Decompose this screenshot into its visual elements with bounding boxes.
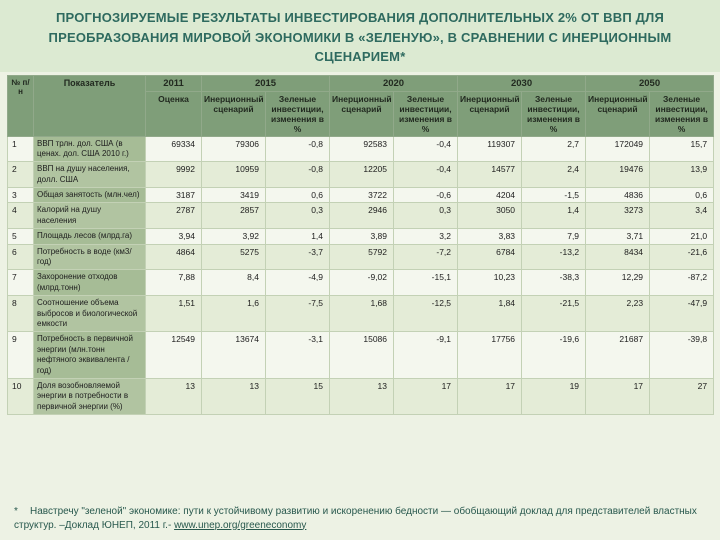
cell-value: 12549 bbox=[146, 332, 202, 379]
cell-value: 3419 bbox=[202, 188, 266, 203]
cell-value: -21,5 bbox=[522, 296, 586, 332]
cell-value: -0,4 bbox=[394, 136, 458, 162]
cell-value: 6784 bbox=[458, 244, 522, 270]
cell-value: 17 bbox=[458, 378, 522, 414]
cell-value: 13 bbox=[330, 378, 394, 414]
cell-value: -9,1 bbox=[394, 332, 458, 379]
cell-value: 12,29 bbox=[586, 270, 650, 296]
cell-value: 79306 bbox=[202, 136, 266, 162]
header-year-2015: 2015 bbox=[202, 75, 330, 91]
cell-value: 92583 bbox=[330, 136, 394, 162]
table-row bbox=[8, 332, 714, 379]
cell-value: 2,7 bbox=[522, 136, 586, 162]
row-number: 1 bbox=[8, 136, 34, 162]
cell-value: -7,5 bbox=[266, 296, 330, 332]
cell-value: 2,23 bbox=[586, 296, 650, 332]
cell-value: 3187 bbox=[146, 188, 202, 203]
row-indicator: Калорий на душу населения bbox=[34, 203, 146, 229]
cell-value: 19 bbox=[522, 378, 586, 414]
row-indicator: Потребность в воде (км3/год) bbox=[34, 244, 146, 270]
cell-value: 3050 bbox=[458, 203, 522, 229]
cell-value: -7,2 bbox=[394, 244, 458, 270]
row-indicator: Площадь лесов (млрд.га) bbox=[34, 229, 146, 244]
footnote bbox=[0, 499, 720, 540]
cell-value: 21687 bbox=[586, 332, 650, 379]
cell-value: 3,4 bbox=[650, 203, 714, 229]
cell-value: -0,6 bbox=[394, 188, 458, 203]
cell-value: 3722 bbox=[330, 188, 394, 203]
cell-value: 172049 bbox=[586, 136, 650, 162]
cell-value: 13 bbox=[202, 378, 266, 414]
cell-value: 17756 bbox=[458, 332, 522, 379]
row-indicator: ВВП трлн. дол. США (в ценах. дол. США 2010 г.) bbox=[34, 136, 146, 162]
cell-value: 3,89 bbox=[330, 229, 394, 244]
cell-value: 7,88 bbox=[146, 270, 202, 296]
row-indicator: ВВП на душу населения, долл. США bbox=[34, 162, 146, 188]
cell-value: 17 bbox=[586, 378, 650, 414]
row-number: 5 bbox=[8, 229, 34, 244]
cell-value: 69334 bbox=[146, 136, 202, 162]
table-row bbox=[8, 162, 714, 188]
cell-value: 2857 bbox=[202, 203, 266, 229]
cell-value: 5275 bbox=[202, 244, 266, 270]
cell-value: 15 bbox=[266, 378, 330, 414]
cell-value: -47,9 bbox=[650, 296, 714, 332]
cell-value: 19476 bbox=[586, 162, 650, 188]
cell-value: 1,84 bbox=[458, 296, 522, 332]
cell-value: 3,83 bbox=[458, 229, 522, 244]
cell-value: 7,9 bbox=[522, 229, 586, 244]
cell-value: -4,9 bbox=[266, 270, 330, 296]
cell-value: 2946 bbox=[330, 203, 394, 229]
table-container bbox=[0, 72, 720, 500]
cell-value: 4836 bbox=[586, 188, 650, 203]
cell-value: 15,7 bbox=[650, 136, 714, 162]
cell-value: 1,4 bbox=[266, 229, 330, 244]
cell-value: 3,92 bbox=[202, 229, 266, 244]
cell-value: -13,2 bbox=[522, 244, 586, 270]
table-row bbox=[8, 203, 714, 229]
cell-value: -0,4 bbox=[394, 162, 458, 188]
slide-title: ПРОГНОЗИРУЕМЫЕ РЕЗУЛЬТАТЫ ИНВЕСТИРОВАНИЯ ДОПОЛНИТЕЛЬНЫХ 2% ОТ ВВП ДЛЯ ПРЕОБРАЗОВАНИЯ МИРОВОЙ ЭКОНОМИКИ В «ЗЕЛЕНУЮ», В СРАВНЕНИИ С ИНЕРЦИОННЫМ СЦЕНАРИЕМ* bbox=[0, 0, 720, 72]
cell-value: 14577 bbox=[458, 162, 522, 188]
table-row bbox=[8, 188, 714, 203]
cell-value: 3,94 bbox=[146, 229, 202, 244]
cell-value: 27 bbox=[650, 378, 714, 414]
header-year-2020: 2020 bbox=[330, 75, 458, 91]
row-number: 9 bbox=[8, 332, 34, 379]
cell-value: 8434 bbox=[586, 244, 650, 270]
header-indicator: Показатель bbox=[34, 75, 146, 136]
cell-value: 15086 bbox=[330, 332, 394, 379]
cell-value: -1,5 bbox=[522, 188, 586, 203]
cell-value: 8,4 bbox=[202, 270, 266, 296]
table-row bbox=[8, 296, 714, 332]
cell-value: 3,2 bbox=[394, 229, 458, 244]
cell-value: 4864 bbox=[146, 244, 202, 270]
header-inertial-2030: Инерционный сценарий bbox=[458, 91, 522, 136]
cell-value: -0,8 bbox=[266, 162, 330, 188]
header-green-2030: Зеленые инвестиции, изменения в % bbox=[522, 91, 586, 136]
cell-value: -39,8 bbox=[650, 332, 714, 379]
header-green-2020: Зеленые инвестиции, изменения в % bbox=[394, 91, 458, 136]
cell-value: 3273 bbox=[586, 203, 650, 229]
cell-value: -15,1 bbox=[394, 270, 458, 296]
cell-value: -9,02 bbox=[330, 270, 394, 296]
row-number: 8 bbox=[8, 296, 34, 332]
cell-value: 12205 bbox=[330, 162, 394, 188]
footnote-link[interactable]: www.unep.org/greeneconomy bbox=[174, 519, 307, 531]
row-number: 6 bbox=[8, 244, 34, 270]
cell-value: 10959 bbox=[202, 162, 266, 188]
cell-value: 1,68 bbox=[330, 296, 394, 332]
row-number: 2 bbox=[8, 162, 34, 188]
table-row bbox=[8, 244, 714, 270]
row-number: 7 bbox=[8, 270, 34, 296]
cell-value: 10,23 bbox=[458, 270, 522, 296]
footnote-text: Навстречу "зеленой" экономике: пути к устойчивому развитию и искоренению бедности — обобщающий доклад для представителей властных структур. –Доклад ЮНЕП, 2011 г.- bbox=[14, 506, 697, 531]
row-indicator: Доля возобновляемой энергии в потребности в первичной энергии (%) bbox=[34, 378, 146, 414]
header-green-2050: Зеленые инвестиции, изменения в % bbox=[650, 91, 714, 136]
cell-value: 1,51 bbox=[146, 296, 202, 332]
header-num: № п/н bbox=[8, 75, 34, 136]
table-row bbox=[8, 378, 714, 414]
cell-value: 13674 bbox=[202, 332, 266, 379]
row-indicator: Соотношение объема выбросов и биологической емкости bbox=[34, 296, 146, 332]
row-number: 4 bbox=[8, 203, 34, 229]
row-number: 10 bbox=[8, 378, 34, 414]
header-estimate: Оценка bbox=[146, 91, 202, 136]
cell-value: 0,3 bbox=[266, 203, 330, 229]
header-green-2015: Зеленые инвестиции, изменения в % bbox=[266, 91, 330, 136]
footnote-marker: * bbox=[14, 506, 18, 517]
table-body bbox=[8, 136, 714, 415]
header-inertial-2015: Инерционный сценарий bbox=[202, 91, 266, 136]
table-row bbox=[8, 136, 714, 162]
cell-value: 9992 bbox=[146, 162, 202, 188]
row-indicator: Общая занятость (млн.чел) bbox=[34, 188, 146, 203]
cell-value: -38,3 bbox=[522, 270, 586, 296]
cell-value: -87,2 bbox=[650, 270, 714, 296]
row-indicator: Захоронение отходов (млрд.тонн) bbox=[34, 270, 146, 296]
cell-value: 0,6 bbox=[650, 188, 714, 203]
cell-value: 5792 bbox=[330, 244, 394, 270]
cell-value: -3,7 bbox=[266, 244, 330, 270]
header-year-2050: 2050 bbox=[586, 75, 714, 91]
header-row-years bbox=[8, 75, 714, 91]
cell-value: 1,6 bbox=[202, 296, 266, 332]
cell-value: 0,6 bbox=[266, 188, 330, 203]
cell-value: 13,9 bbox=[650, 162, 714, 188]
cell-value: -0,8 bbox=[266, 136, 330, 162]
cell-value: 3,71 bbox=[586, 229, 650, 244]
header-year-2030: 2030 bbox=[458, 75, 586, 91]
cell-value: 0,3 bbox=[394, 203, 458, 229]
cell-value: 21,0 bbox=[650, 229, 714, 244]
table-row bbox=[8, 229, 714, 244]
cell-value: 17 bbox=[394, 378, 458, 414]
cell-value: -19,6 bbox=[522, 332, 586, 379]
header-year-2011: 2011 bbox=[146, 75, 202, 91]
cell-value: -3,1 bbox=[266, 332, 330, 379]
cell-value: 2,4 bbox=[522, 162, 586, 188]
header-inertial-2050: Инерционный сценарий bbox=[586, 91, 650, 136]
cell-value: -21,6 bbox=[650, 244, 714, 270]
row-number: 3 bbox=[8, 188, 34, 203]
cell-value: 119307 bbox=[458, 136, 522, 162]
cell-value: 13 bbox=[146, 378, 202, 414]
forecast-table bbox=[7, 75, 714, 416]
row-indicator: Потребность в первичной энергии (млн.тонн нефтяного эквивалента / год) bbox=[34, 332, 146, 379]
cell-value: 2787 bbox=[146, 203, 202, 229]
header-inertial-2020: Инерционный сценарий bbox=[330, 91, 394, 136]
cell-value: -12,5 bbox=[394, 296, 458, 332]
table-row bbox=[8, 270, 714, 296]
cell-value: 4204 bbox=[458, 188, 522, 203]
cell-value: 1,4 bbox=[522, 203, 586, 229]
